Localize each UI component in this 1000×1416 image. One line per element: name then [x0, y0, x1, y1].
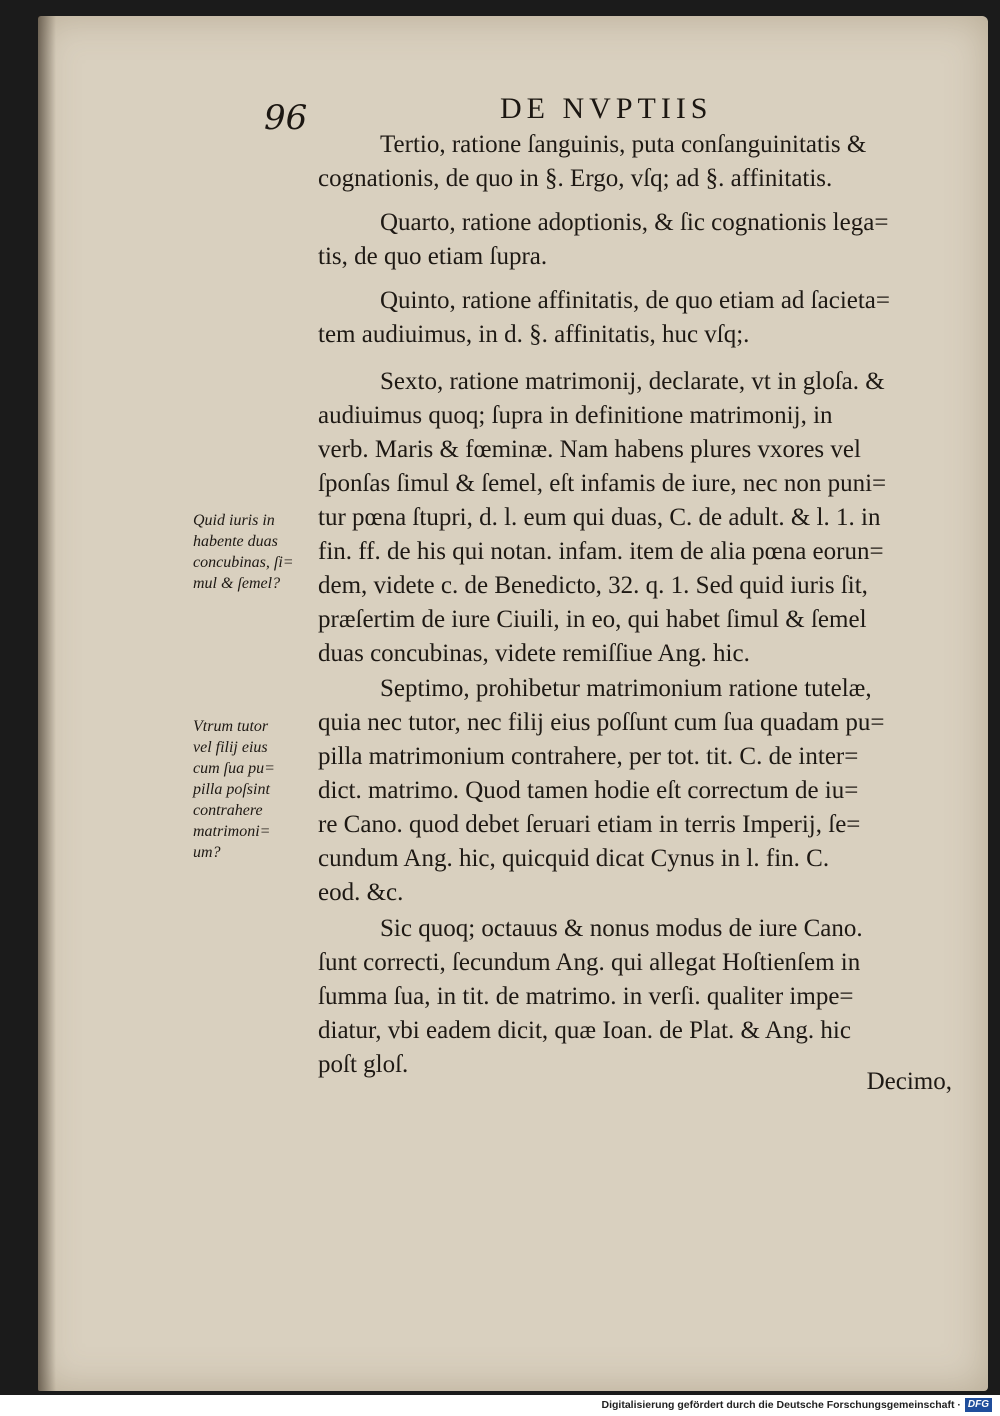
margin-note-line: Quid iuris in [193, 512, 275, 529]
dfg-logo: DFG [965, 1398, 992, 1412]
text-line: re Cano. quod debet ſeruari etiam in terris Imperij, ſe= [318, 811, 861, 838]
paragraph-sexto [318, 365, 955, 671]
catchword: Decimo, [866, 1068, 952, 1095]
margin-note-line: um? [193, 844, 221, 861]
margin-note-line: mul & ſemel? [193, 575, 281, 592]
running-head: DE NVPTIIS [500, 92, 713, 125]
funding-footer [602, 1398, 993, 1412]
text-line: cundum Ang. hic, quicquid dicat Cynus in l. fin. C. [318, 845, 830, 872]
margin-note-tutor [193, 716, 313, 863]
margin-note-line: vel filij eius [193, 739, 268, 756]
text-line: Quarto, ratione adoptionis, & ſic cognationis lega= [380, 209, 889, 236]
text-line: tur pœna ſtupri, d. l. eum qui duas, C. de adult. & l. 1. in [318, 504, 881, 531]
margin-note-concubinas [193, 510, 313, 594]
text-line: ſponſas ſimul & ſemel, eſt infamis de iure, nec non puni= [318, 470, 887, 497]
funding-notice: Digitalisierung gefördert durch die Deutsche Forschungsgemeinschaft · [601, 1399, 961, 1411]
gutter-shadow [38, 16, 56, 1391]
text-line: tis, de quo etiam ſupra. [318, 243, 548, 270]
margin-note-line: matrimoni= [193, 823, 271, 840]
text-line: cognationis, de quo in §. Ergo, vſq; ad §. affinitatis. [318, 165, 833, 192]
text-line: Quinto, ratione affinitatis, de quo etiam ad ſacieta= [380, 287, 890, 314]
text-line: præſertim de iure Ciuili, in eo, qui habet ſimul & ſemel [318, 606, 867, 633]
paragraph-quarto [318, 206, 955, 274]
text-line: diatur, vbi eadem dicit, quæ Ioan. de Plat. & Ang. hic [318, 1017, 851, 1044]
page-number: 96 [264, 98, 308, 138]
text-line: ſumma ſua, in tit. de matrimo. in verſi. qualiter impe= [318, 983, 854, 1010]
text-line: poſt gloſ. [318, 1051, 409, 1078]
paragraph-quinto [318, 284, 955, 352]
text-line: dict. matrimo. Quod tamen hodie eſt correctum de iu= [318, 777, 859, 804]
text-line: ſunt correcti, ſecundum Ang. qui allegat Hoſtienſem in [318, 949, 861, 976]
text-line: Septimo, prohibetur matrimonium ratione tutelæ, [380, 675, 872, 702]
text-line: verb. Maris & fœminæ. Nam habens plures vxores vel [318, 436, 861, 463]
text-line: dem, videte c. de Benedicto, 32. q. 1. Sed quid iuris ſit, [318, 572, 868, 599]
text-line: Tertio, ratione ſanguinis, puta conſanguinitatis & [380, 131, 867, 158]
paragraph-septimo [318, 672, 955, 910]
margin-note-line: contrahere [193, 802, 263, 819]
text-line: pilla matrimonium contrahere, per tot. tit. C. de inter= [318, 743, 859, 770]
text-line: quia nec tutor, nec filij eius poſſunt cum ſua quadam pu= [318, 709, 885, 736]
text-line: tem audiuimus, in d. §. affinitatis, huc vſq;. [318, 321, 750, 348]
text-line: duas concubinas, videte remiſſiue Ang. hic. [318, 640, 750, 667]
margin-note-line: concubinas, ſi= [193, 554, 294, 571]
paragraph-octauus [318, 912, 955, 1082]
margin-note-line: habente duas [193, 533, 278, 550]
margin-note-line: cum ſua pu= [193, 760, 275, 777]
paragraph-tertio [318, 128, 955, 196]
text-line: audiuimus quoq; ſupra in definitione matrimonij, in [318, 402, 833, 429]
text-line: fin. ff. de his qui notan. infam. item de alia pœna eorun= [318, 538, 884, 565]
text-line: Sexto, ratione matrimonij, declarate, vt in gloſa. & [380, 368, 885, 395]
text-line: Sic quoq; octauus & nonus modus de iure Cano. [380, 915, 863, 942]
margin-note-line: pilla poſsint [193, 781, 270, 798]
text-line: eod. &c. [318, 879, 404, 906]
margin-note-line: Vtrum tutor [193, 718, 269, 735]
